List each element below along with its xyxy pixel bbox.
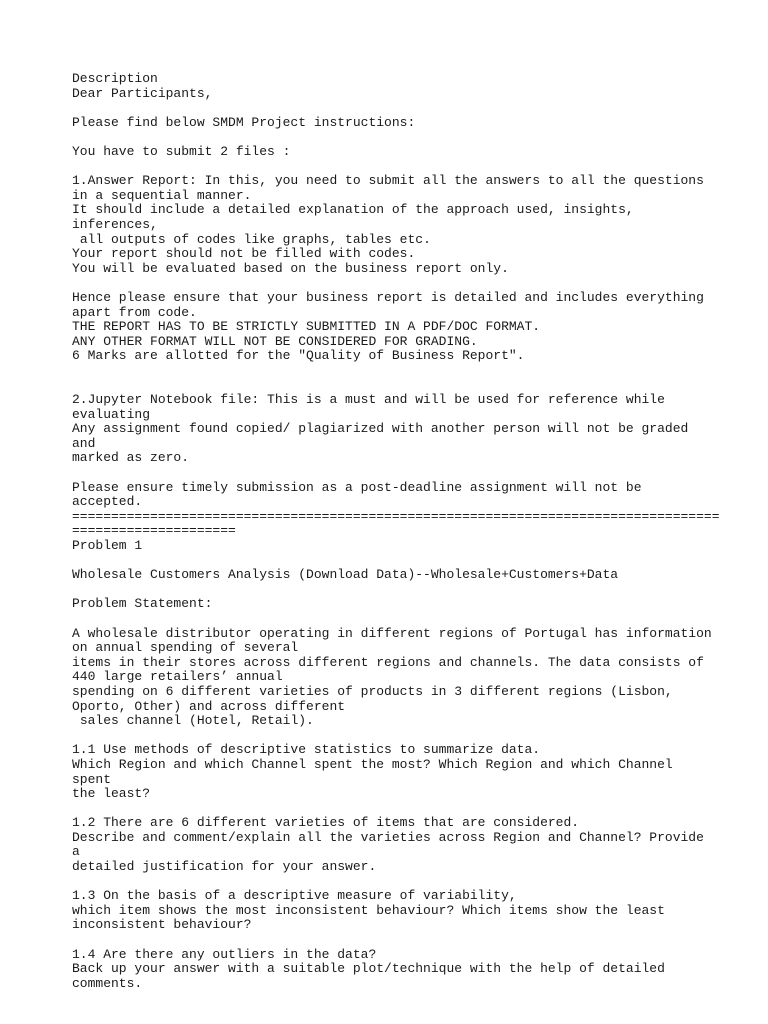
text-line: spending on 6 different varieties of products in 3 different regions (Lisbon, [72, 683, 673, 699]
text-line: 1.2 There are 6 different varieties of items that are considered. [72, 815, 580, 831]
text-line [72, 729, 712, 744]
text-line: Wholesale Customers Analysis (Download Data)--Wholesale+Customers+Data [72, 567, 619, 583]
text-line: Dear Participants, [72, 85, 213, 101]
text-line: Description [72, 71, 158, 86]
text-line: Hence please ensure that your business report is detailed and includes everything [72, 289, 704, 305]
text-line: A wholesale distributor operating in different regions of Portugal has information [72, 625, 712, 641]
text-line [72, 875, 712, 890]
text-line [72, 554, 712, 569]
text-line: You have to submit 2 files : [72, 143, 291, 159]
text-line [72, 583, 712, 598]
text-line: Describe and comment/explain all the varieties across Region and Channel? Provide a [72, 829, 712, 860]
text-line: ANY OTHER FORMAT WILL NOT BE CONSIDERED FOR GRADING. [72, 333, 478, 349]
text-line: 1.3 On the basis of a descriptive measure of variability, [72, 888, 517, 904]
text-line: THE REPORT HAS TO BE STRICTLY SUBMITTED IN A PDF/DOC FORMAT. [72, 319, 541, 335]
text-line: It should include a detailed explanation of the approach used, insights, [72, 202, 634, 218]
text-line: Please ensure timely submission as a post-deadline assignment will not be accepted. [72, 479, 650, 510]
text-line: Problem 1 [72, 538, 143, 553]
text-line: 6 Marks are allotted for the "Quality of Business Report". [72, 348, 525, 364]
text-line: on annual spending of several [72, 640, 299, 656]
text-line [72, 364, 712, 379]
text-line: 2.Jupyter Notebook file: This is a must and will be used for reference while [72, 392, 665, 408]
text-line: inferences, [72, 216, 158, 232]
text-line: comments. [72, 975, 143, 991]
text-line: Problem Statement: [72, 596, 213, 612]
text-line: detailed justification for your answer. [72, 859, 377, 875]
text-line: Please find below SMDM Project instructions: [72, 114, 416, 130]
text-line: inconsistent behaviour? [72, 917, 252, 933]
text-line: in a sequential manner. [72, 187, 252, 203]
text-line: evaluating [72, 406, 151, 422]
text-line: the least? [72, 786, 151, 802]
text-line [72, 130, 712, 145]
text-line: Your report should not be filled with codes. [72, 246, 416, 262]
text-line [72, 378, 712, 393]
text-line [72, 933, 712, 948]
text-line: ===================== [72, 523, 236, 539]
text-line [72, 802, 712, 817]
text-line: 1.1 Use methods of descriptive statistics to summarize data. [72, 742, 541, 758]
text-line [72, 276, 712, 291]
text-line [72, 160, 712, 175]
text-line: 440 large retailers’ annual [72, 669, 283, 685]
document-body [72, 71, 720, 991]
text-line: 1.Answer Report: In this, you need to submit all the answers to all the questions [72, 173, 704, 189]
text-line: items in their stores across different regions and channels. The data consists of [72, 654, 704, 670]
text-line: 1.4 Are there any outliers in the data? [72, 946, 377, 962]
text-line: =================================================================================== [72, 508, 720, 524]
text-line: Any assignment found copied/ plagiarized with another person will not be graded and [72, 421, 697, 451]
text-line: which item shows the most inconsistent behaviour? Which items show the least [72, 902, 665, 918]
text-line: You will be evaluated based on the business report only. [72, 260, 509, 276]
text-line: all outputs of codes like graphs, tables etc. [72, 231, 431, 247]
text-line: sales channel (Hotel, Retail). [72, 713, 314, 729]
text-line: Oporto, Other) and across different [72, 698, 346, 714]
text-line: marked as zero. [72, 450, 190, 466]
text-line: apart from code. [72, 304, 197, 320]
text-line [72, 466, 712, 481]
text-line [72, 101, 712, 116]
text-line [72, 612, 712, 627]
text-line: Which Region and which Channel spent the most? Which Region and which Channel spent [72, 756, 681, 787]
text-line: Back up your answer with a suitable plot/technique with the help of detailed [72, 961, 665, 977]
